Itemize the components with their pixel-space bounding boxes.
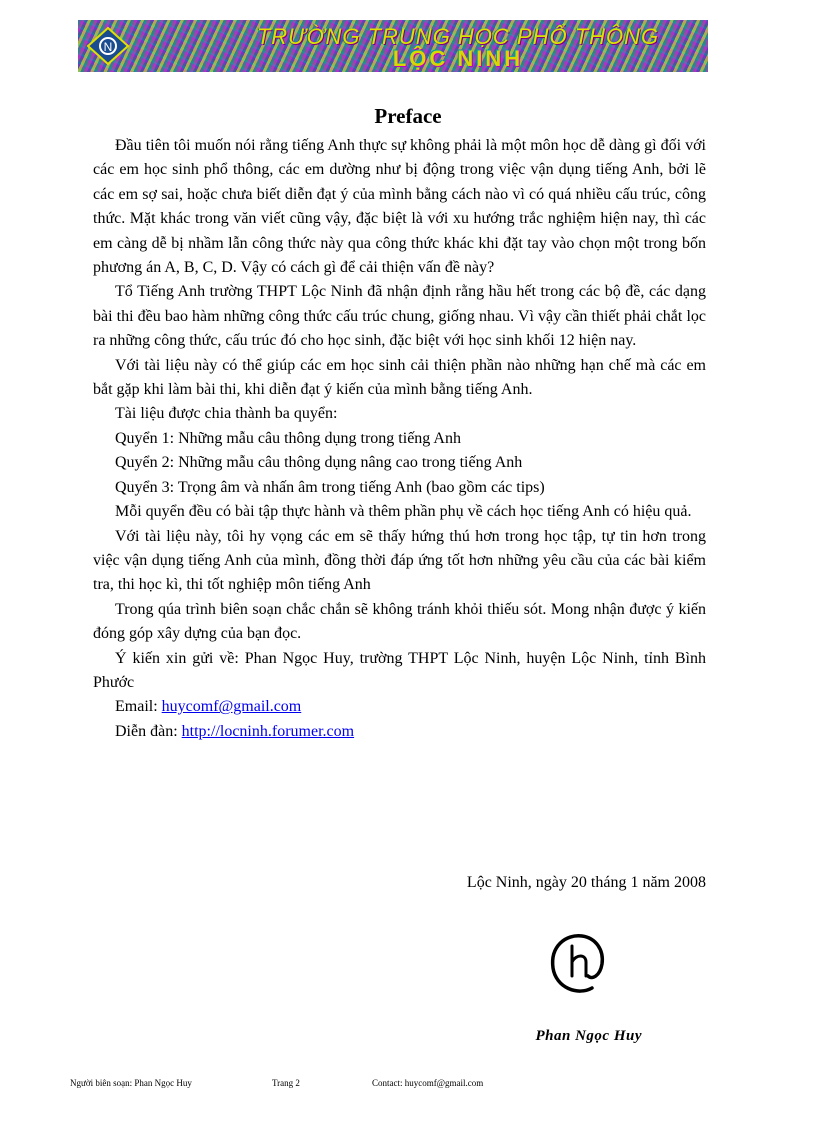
- paragraph: Mỗi quyển đều có bài tập thực hành và thêm phần phụ về cách học tiếng Anh có hiệu quả.: [115, 503, 692, 521]
- page-title: Preface: [374, 104, 442, 128]
- header-banner: [78, 20, 708, 72]
- paragraph: Tổ Tiếng Anh trường THPT Lộc Ninh đã nhận định rằng hầu hết trong các bộ đề, các dạng bài thi đều bao hàm những công thức cấu trúc chung, giống nhau. Vì vậy cần thiết phải chắt lọc ra những công thức, cấu trúc đó cho học sinh, đặc biệt với học sinh khối 12 hiện nay.: [93, 283, 706, 350]
- signature-mark-icon: [548, 930, 608, 998]
- paragraph: Đầu tiên tôi muốn nói rằng tiếng Anh thực sự không phải là một môn học dễ dàng gì đối với các em học sinh phổ thông, các em dường như bị động trong việc vận dụng tiếng Anh, bởi lẽ các em sợ sai, hoặc chưa biết diễn đạt ý của mình bằng cách nào vì có quá nhiều cấu trúc, công thức. Mặt khác trong văn viết cũng vậy, đặc biệt là với xu hướng trắc nghiệm hiện nay, thì các em càng dễ bị nhầm lẫn công thức này qua công thức khác khi đặt tay vào chọn một trong bốn phương án A, B, C, D. Vậy có cách gì để cải thiện vấn đề này?: [93, 137, 706, 277]
- paragraph: Quyển 2: Những mẫu câu thông dụng nâng cao trong tiếng Anh: [115, 454, 523, 472]
- paragraph: Với tài liệu này, tôi hy vọng các em sẽ thấy hứng thú hơn trong học tập, tự tin hơn trong việc vận dụng tiếng Anh của mình, đồng thời đáp ứng tốt hơn những yêu cầu của các bài kiểm tra, thi học kì, thi tốt nghiệp môn tiếng Anh: [93, 527, 706, 594]
- date-line: Lộc Ninh, ngày 20 tháng 1 năm 2008: [466, 874, 706, 891]
- email-label: Email:: [115, 698, 162, 716]
- paragraph: Với tài liệu này có thể giúp các em học sinh cải thiện phần nào những hạn chế mà các em bắt gặp khi làm bài thi, khi diễn đạt ý kiến của mình bằng tiếng Anh.: [93, 356, 706, 399]
- banner-school-name: LỘC NINH: [392, 46, 524, 71]
- paragraph: Tài liệu được chia thành ba quyển:: [115, 405, 338, 423]
- paragraph: Quyển 1: Những mẫu câu thông dụng trong tiếng Anh: [115, 429, 461, 447]
- footer-page-number: Trang 2: [272, 1078, 300, 1088]
- forum-link[interactable]: http://locninh.forumer.com: [181, 722, 355, 740]
- paragraph: Quyển 3: Trọng âm và nhấn âm trong tiếng Anh (bao gồm các tips): [115, 478, 545, 496]
- forum-label: Diễn đàn:: [115, 722, 182, 740]
- svg-text:N: N: [103, 40, 113, 54]
- paragraph: Trong qúa trình biên soạn chắc chắn sẽ không tránh khỏi thiếu sót. Mong nhận được ý kiến đóng góp xây dựng của bạn đọc.: [93, 600, 706, 643]
- banner-school-type: TRƯỜNG TRUNG HỌC PHỔ THÔNG: [256, 24, 660, 49]
- preface-body: [93, 134, 706, 744]
- school-logo-icon: [86, 26, 130, 66]
- signature-name: Phan Ngọc Huy: [535, 1028, 642, 1044]
- paragraph: Ý kiến xin gửi về: Phan Ngọc Huy, trường THPT Lộc Ninh, huyện Lộc Ninh, tỉnh Bình Phước: [93, 649, 706, 691]
- forum-line: [93, 720, 706, 744]
- email-link[interactable]: huycomf@gmail.com: [161, 698, 302, 716]
- footer-author: Người biên soạn: Phan Ngọc Huy: [70, 1078, 192, 1088]
- footer-contact: Contact: huycomf@gmail.com: [372, 1078, 484, 1088]
- email-line: [93, 695, 706, 719]
